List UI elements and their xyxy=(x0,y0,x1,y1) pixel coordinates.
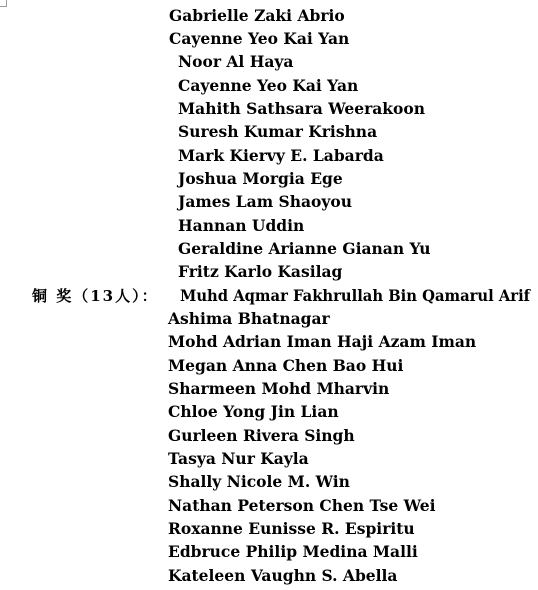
list-item: Mohd Adrian Iman Haji Azam Iman xyxy=(168,332,477,351)
list-item: James Lam Shaoyou xyxy=(178,192,352,211)
list-item: Gurleen Rivera Singh xyxy=(168,426,355,445)
list-item: Chloe Yong Jin Lian xyxy=(168,402,339,421)
list-item: Gabrielle Zaki Abrio xyxy=(169,6,345,25)
list-item: Nathan Peterson Chen Tse Wei xyxy=(168,496,436,515)
list-item: Megan Anna Chen Bao Hui xyxy=(168,356,404,375)
list-item: Cayenne Yeo Kai Yan xyxy=(169,29,350,48)
list-item: Noor Al Haya xyxy=(178,52,294,71)
list-item: Shally Nicole M. Win xyxy=(168,472,350,491)
list-item: Joshua Morgia Ege xyxy=(178,169,343,188)
list-item: Edbruce Philip Medina Malli xyxy=(168,542,418,561)
list-item: Hannan Uddin xyxy=(178,216,305,235)
award-category-label: 铜 奖（13人）： xyxy=(32,287,159,305)
list-item: Geraldine Arianne Gianan Yu xyxy=(178,239,431,258)
list-item: Mahith Sathsara Weerakoon xyxy=(178,99,425,118)
list-item: Ashima Bhatnagar xyxy=(168,309,330,328)
list-item: Tasya Nur Kayla xyxy=(168,449,309,468)
list-item: Roxanne Eunisse R. Espiritu xyxy=(168,519,415,538)
list-item: Cayenne Yeo Kai Yan xyxy=(178,76,359,95)
list-item: Kateleen Vaughn S. Abella xyxy=(168,566,398,585)
list-item: Sharmeen Mohd Mharvin xyxy=(168,379,390,398)
list-item: Muhd Aqmar Fakhrullah Bin Qamarul Arif xyxy=(180,286,531,305)
page-corner-mark xyxy=(0,0,7,7)
list-item: Suresh Kumar Krishna xyxy=(178,122,378,141)
list-item: Mark Kiervy E. Labarda xyxy=(178,146,384,165)
list-item: Fritz Karlo Kasilag xyxy=(178,262,343,281)
